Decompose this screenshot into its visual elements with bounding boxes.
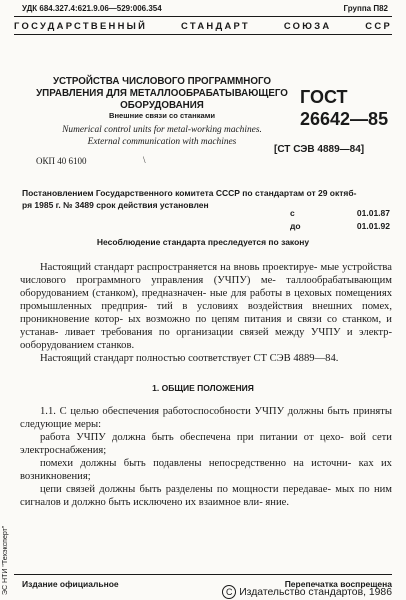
text-line: ооборудованием станков. — [20, 340, 135, 351]
title-english — [36, 124, 288, 148]
intro-paragraph — [20, 352, 392, 365]
footer-rule — [14, 574, 392, 575]
text-line: работа УЧПУ должна быть обеспечена при питании от цехо- — [40, 432, 344, 443]
date-to-prefix: до — [290, 221, 301, 231]
top-meta — [22, 4, 388, 13]
text-line: 4889—84. — [293, 353, 339, 364]
title-russian — [36, 76, 288, 112]
group-code: Группа П82 — [343, 4, 388, 13]
legal-note: Несоблюдение стандарта преследуется по закону — [96, 237, 310, 247]
title-subtitle: Внешние связи со станками — [108, 111, 216, 120]
text-line: яние. — [265, 497, 289, 508]
title-line: УПРАВЛЕНИЯ ДЛЯ МЕТАЛЛООБРАБАТЫВАЮЩЕГО — [36, 88, 288, 99]
text-line: цепи связей должны быть разделены по мощности передавае- — [40, 484, 331, 495]
title-line: ОБОРУДОВАНИЯ — [120, 100, 204, 111]
date-to: 01.01.92 — [356, 221, 390, 231]
text-line: ых возможно по цепям питания и связи со станком, и устанав- — [20, 314, 392, 338]
text-line: тий в условиях воздействия внешних помех, проникновение котор- — [20, 301, 393, 325]
decree-line: ря 1985 г. № 3489 срок действия установлен — [22, 200, 209, 210]
publisher-line — [222, 585, 392, 599]
header-word: ССР — [365, 19, 392, 31]
text-line: 1.1. С целью обеспечения работоспособности УЧПУ должны — [40, 406, 324, 417]
gost-number: 26642—85 — [300, 109, 389, 129]
text-line: быть приняты следующие меры: — [20, 406, 392, 430]
text-line: Настоящий стандарт полностью соответствует СТ СЭВ — [40, 353, 291, 364]
title-english-line: External communication with machines — [87, 137, 237, 147]
date-from-prefix: с — [290, 208, 295, 218]
header-rule-bottom — [14, 34, 392, 35]
edition-label: Издание официальное — [22, 579, 119, 589]
text-line: вой сети электроснабжения; — [20, 432, 392, 456]
text-line: мые устройства числового программного управления (УЧПУ) ме- — [20, 262, 392, 286]
title-english-line: Numerical control units for metal-working machines. — [62, 125, 262, 135]
side-stamp: ЭС НТИ "Техэксперт" — [2, 525, 9, 595]
text-line: помехи должны быть подавлены непосредственно на источни- — [40, 458, 352, 469]
text-line: мых по ним сигналов и должно быть исключено их взаимное вли- — [20, 484, 392, 508]
section-paragraph — [20, 457, 392, 483]
section-text — [20, 405, 392, 509]
header-rule-top — [14, 16, 392, 17]
text-line: ках их возникновения; — [20, 458, 392, 482]
header-word: СТАНДАРТ — [181, 19, 250, 31]
validity-dates — [290, 207, 390, 233]
section-paragraph — [20, 483, 392, 509]
gost-label: ГОСТ — [300, 87, 348, 107]
reprint-notice: Перепечатка воспрещена — [284, 579, 392, 589]
standard-header — [14, 18, 392, 32]
text-line: ливает требования по организации связей между УЧПУ и электр- — [64, 327, 392, 338]
section-paragraph — [20, 431, 392, 457]
okp-mark: \ — [143, 155, 146, 165]
udk-code: УДК 684.327.4:621.9.06—529:006.354 — [22, 4, 162, 13]
text-line: Настоящий стандарт распространяется на вновь проектируе- — [40, 262, 318, 273]
section-paragraph — [20, 405, 392, 431]
decree-line: Постановлением Государственного комитета СССР по стандартам от 29 октяб- — [22, 188, 357, 198]
gost-sev-reference: [СТ СЭВ 4889—84] — [274, 144, 365, 155]
header-word: СОЮЗА — [283, 19, 332, 31]
intro-paragraph — [20, 261, 392, 352]
title-line: УСТРОЙСТВА ЧИСЛОВОГО ПРОГРАММНОГО — [52, 76, 272, 87]
section-title: 1. ОБЩИЕ ПОЛОЖЕНИЯ — [152, 383, 254, 393]
header-word: ГОСУДАРСТВЕННЫЙ — [14, 19, 148, 31]
publisher-name: Издательство стандартов, 1986 — [239, 587, 392, 598]
okp-code: ОКП 40 6100 — [36, 156, 87, 166]
intro-text — [20, 261, 392, 365]
date-from: 01.01.87 — [356, 208, 390, 218]
text-line: ные для работы в цеховых помещениях промышленных предприя- — [20, 288, 393, 312]
text-line: таллообрабатывающим оборудованием (станком), предназначен- — [20, 275, 392, 299]
copyright-icon: C — [222, 585, 236, 599]
